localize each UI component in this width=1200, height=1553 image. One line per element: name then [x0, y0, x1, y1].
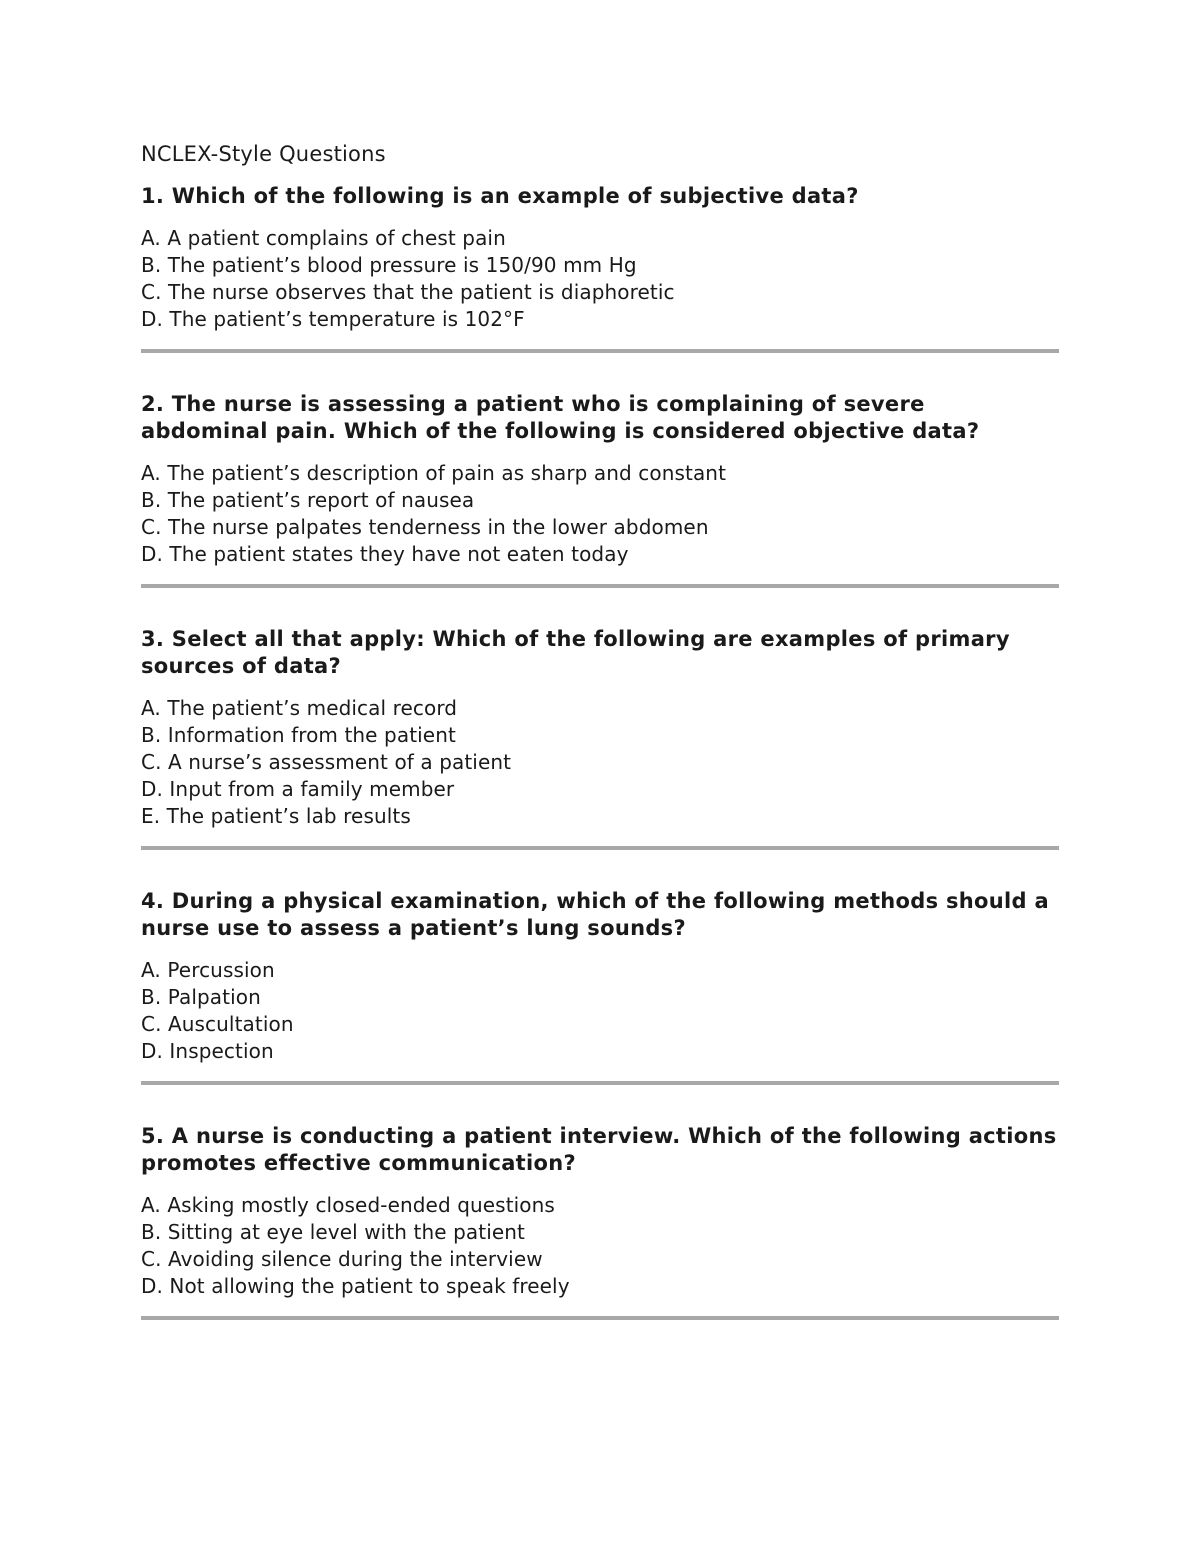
answer-option: D. Input from a family member — [141, 777, 455, 801]
question-text: 2. The nurse is assessing a patient who is complaining of severe abdominal pain. Which of the following is considered objective data? — [141, 392, 980, 443]
answer-options — [141, 957, 1059, 1065]
question-text: 4. During a physical examination, which of the following methods should a nurse use to assess a patient’s lung sounds? — [141, 889, 1049, 940]
answer-option: C. Avoiding silence during the interview — [141, 1247, 543, 1271]
answer-option: A. The patient’s medical record — [141, 696, 458, 720]
answer-option: D. Inspection — [141, 1039, 274, 1063]
answer-option: A. The patient’s description of pain as sharp and constant — [141, 461, 727, 485]
answer-options — [141, 225, 1059, 333]
question-5 — [141, 1123, 1059, 1320]
question-text: 1. Which of the following is an example of subjective data? — [141, 184, 859, 208]
section-divider — [141, 584, 1059, 588]
page-title: NCLEX-Style Questions — [141, 142, 386, 166]
answer-option: A. Asking mostly closed-ended questions — [141, 1193, 555, 1217]
answer-option: D. Not allowing the patient to speak freely — [141, 1274, 570, 1298]
section-divider — [141, 846, 1059, 850]
question-2 — [141, 391, 1059, 588]
answer-option: D. The patient’s temperature is 102°F — [141, 307, 525, 331]
answer-option: A. Percussion — [141, 958, 275, 982]
question-3 — [141, 626, 1059, 850]
answer-option: D. The patient states they have not eaten today — [141, 542, 629, 566]
answer-options — [141, 460, 1059, 568]
question-text: 3. Select all that apply: Which of the following are examples of primary sources of data? — [141, 627, 1010, 678]
document-page — [141, 140, 1059, 1358]
answer-option: B. The patient’s report of nausea — [141, 488, 475, 512]
question-4 — [141, 888, 1059, 1085]
answer-option: B. Palpation — [141, 985, 261, 1009]
section-divider — [141, 1081, 1059, 1085]
section-divider — [141, 1316, 1059, 1320]
answer-option: B. Information from the patient — [141, 723, 456, 747]
answer-option: B. Sitting at eye level with the patient — [141, 1220, 525, 1244]
answer-option: C. Auscultation — [141, 1012, 294, 1036]
answer-option: A. A patient complains of chest pain — [141, 226, 506, 250]
question-1 — [141, 183, 1059, 353]
answer-options — [141, 1192, 1059, 1300]
question-text: 5. A nurse is conducting a patient interview. Which of the following actions promotes effective communication? — [141, 1124, 1057, 1175]
answer-option: C. The nurse palpates tenderness in the lower abdomen — [141, 515, 709, 539]
answer-option: C. A nurse’s assessment of a patient — [141, 750, 512, 774]
answer-options — [141, 695, 1059, 830]
answer-option: E. The patient’s lab results — [141, 804, 411, 828]
answer-option: B. The patient’s blood pressure is 150/90 mm Hg — [141, 253, 637, 277]
answer-option: C. The nurse observes that the patient is diaphoretic — [141, 280, 675, 304]
section-divider — [141, 349, 1059, 353]
